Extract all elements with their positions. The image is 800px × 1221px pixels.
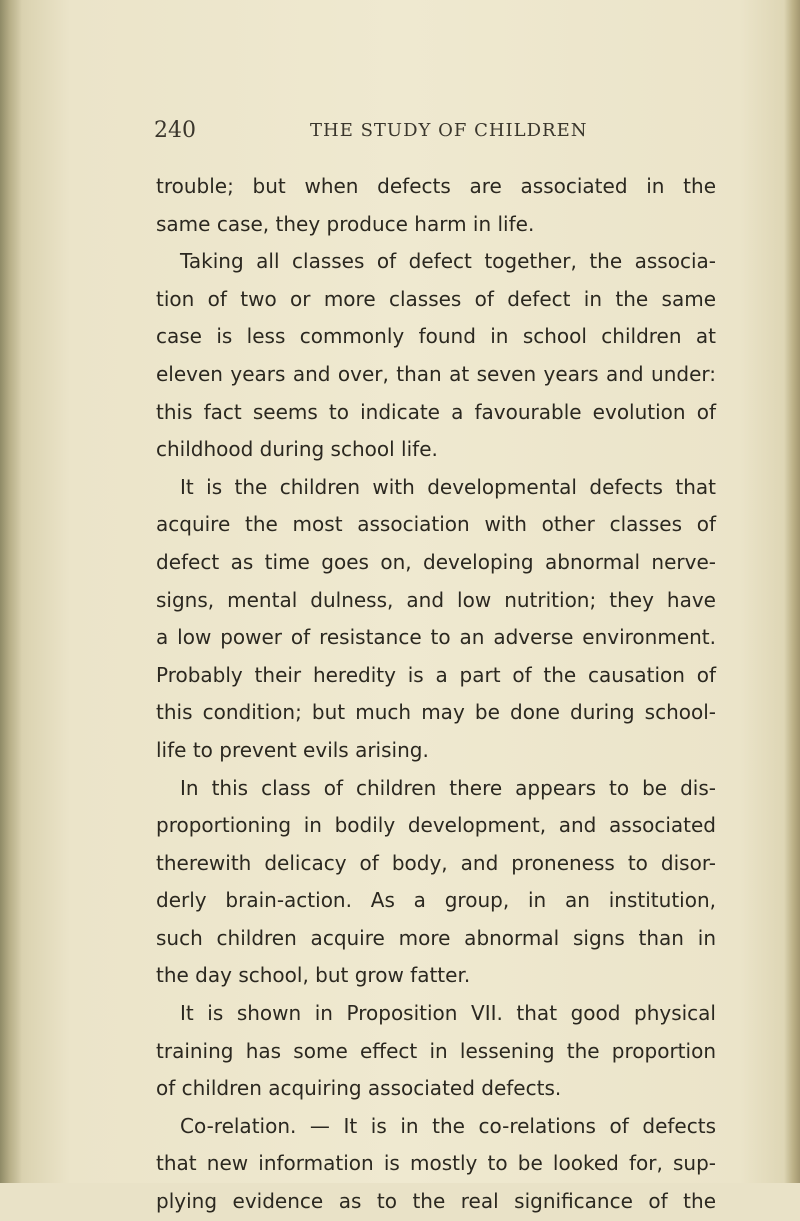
text-line: Taking all classes of defect together, the associa- [180,249,716,274]
text-line: therewith delicacy of body, and proneness to disor- [156,850,716,875]
text-line: In this class of children there appears to be dis- [180,775,716,800]
text-line: case is less commonly found in school children at [156,324,716,349]
text-line: childhood during school life. [156,437,438,462]
text-line: Co-relation. — It is in the co-relations of defects [180,1113,716,1138]
text-line: derly brain-action. As a group, in an institution, [156,888,716,913]
page-header [154,118,714,146]
text-line: defect as time goes on, developing abnormal nerve- [156,549,716,574]
page-number: 240 [154,118,196,143]
text-line: trouble; but when defects are associated in the [156,174,716,198]
text-line: acquire the most association with other classes of [156,512,716,537]
text-line: eleven years and over, than at seven years and under: [156,361,716,386]
text-line: It is the children with developmental defects that [180,474,716,499]
text-line: the day school, but grow fatter. [156,963,471,988]
text-line: a low power of resistance to an adverse environment. [156,625,716,650]
text-line: tion of two or more classes of defect in the same [156,286,716,311]
text-line: life to prevent evils arising. [156,737,429,762]
text-line: that new information is mostly to be looked for, sup- [156,1151,716,1176]
text-line: plying evidence as to the real significance of the [156,1189,716,1214]
running-head: THE STUDY OF CHILDREN [310,120,588,141]
text-line: training has some effect in lessening the proportion [156,1038,716,1063]
text-line: same case, they produce harm in life. [156,211,535,236]
text-line: Probably their heredity is a part of the causation of [156,662,716,687]
text-line: of children acquiring associated defects. [156,1076,562,1101]
text-line: signs, mental dulness, and low nutrition; they have [156,587,716,612]
text-line: It is shown in Proposition VII. that good physical [180,1001,716,1026]
body-text [156,168,716,1221]
text-line: such children acquire more abnormal signs than in [156,925,716,950]
text-line: this condition; but much may be done during school- [156,700,716,725]
text-line: this fact seems to indicate a favourable evolution of [156,399,716,424]
text-line: proportioning in bodily development, and associated [156,813,716,838]
